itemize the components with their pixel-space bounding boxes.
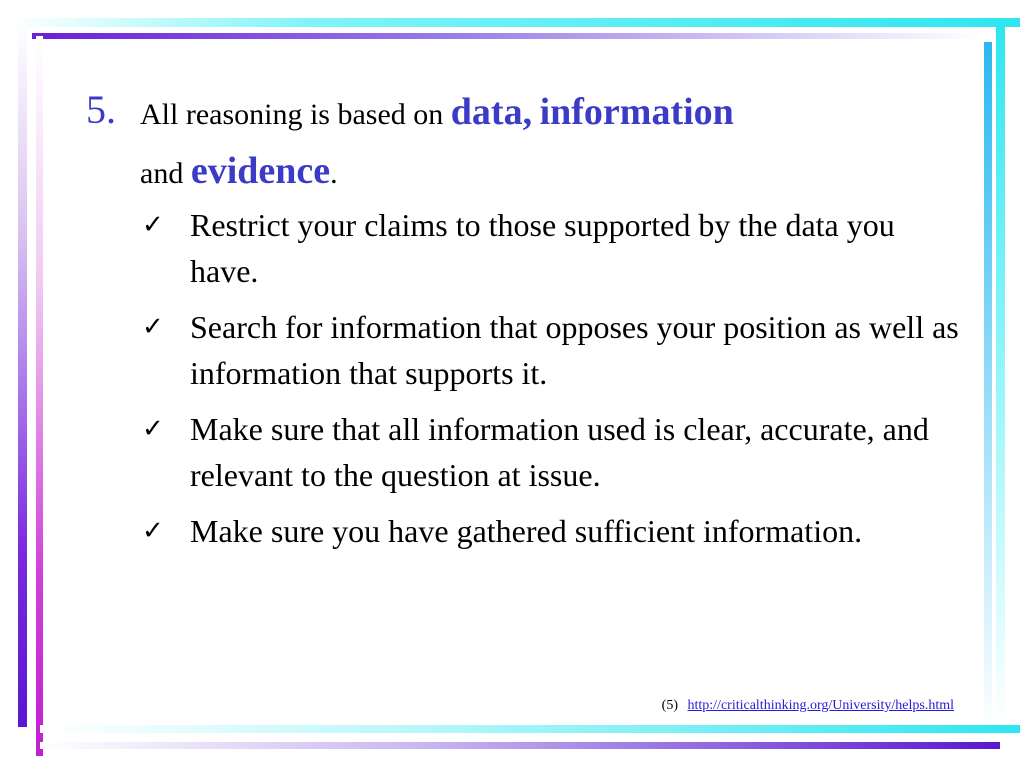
checkmark-icon: ✓ [142,312,164,342]
bullet-list [86,202,966,554]
source-link[interactable]: http://criticalthinking.org/University/helps.html [687,698,954,713]
keyword-comma: , [522,91,533,133]
frame-right-blue-bar [984,42,992,732]
bullet-text: Restrict your claims to those supported by the data you have. [190,207,895,289]
frame-left-purple-bar [18,22,27,727]
statement-and: and [140,157,191,190]
frame-top-purple-bar [32,33,982,39]
checkmark-icon: ✓ [142,210,164,240]
main-point [86,84,966,202]
checkmark-icon: ✓ [142,414,164,444]
footer-ref: (5) [661,698,678,713]
slide-footer [662,698,954,714]
checkmark-icon: ✓ [142,516,164,546]
frame-bottom-purple-bar [40,742,1000,749]
statement-period: . [330,157,338,190]
keyword-evidence: evidence [190,150,331,192]
list-item [86,508,966,554]
keyword-information: information [539,91,734,133]
frame-left-magenta-bar [36,36,43,756]
bullet-text: Search for information that opposes your position as well as information that supports it. [190,309,959,391]
statement-lead: All reasoning is based on [140,98,451,131]
list-item [86,304,966,396]
bullet-text: Make sure you have gathered sufficient information. [190,513,863,549]
main-statement [140,84,966,202]
list-item [86,202,966,294]
frame-top-cyan-bar [10,18,1020,27]
keyword-data: data [450,91,523,133]
frame-bottom-cyan-bar [40,725,1020,733]
point-number: 5. [86,87,116,132]
bullet-text: Make sure that all information used is clear, accurate, and relevant to the question at issue. [190,411,929,493]
frame-right-cyan-bar [996,22,1005,727]
slide-content [86,84,966,564]
list-item [86,406,966,498]
